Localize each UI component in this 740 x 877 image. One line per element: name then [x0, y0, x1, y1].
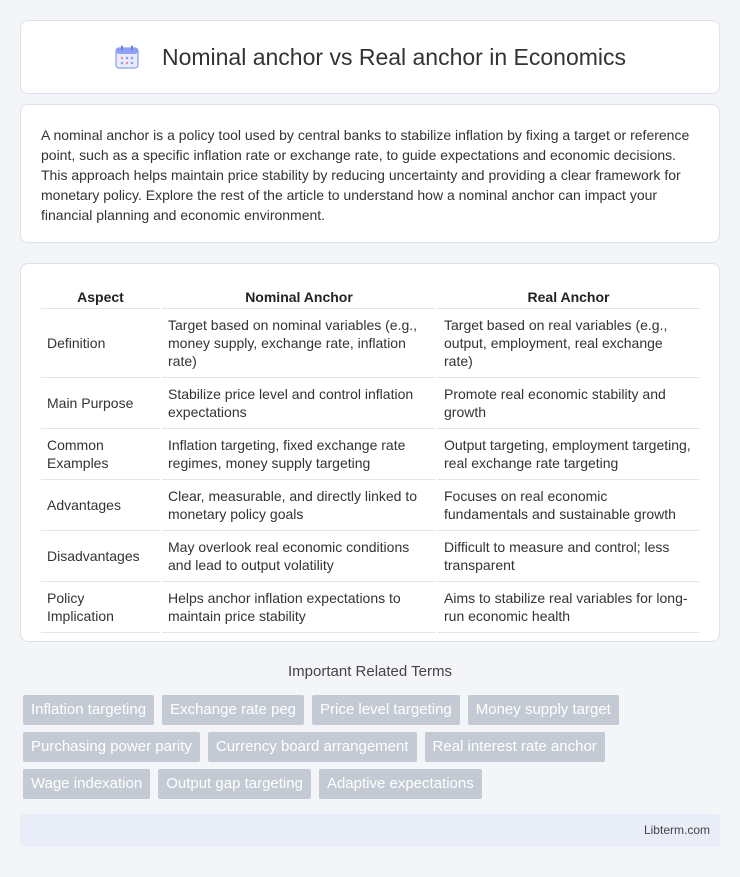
table-cell-aspect: Main Purpose: [41, 378, 161, 429]
intro-paragraph: A nominal anchor is a policy tool used by central banks to stabilize inflation by fixing a target or reference point, such as a specific inflation rate or exchange rate, to guide expectations and economic decisions. This approach helps maintain price stability by reducing uncertainty and providing a clear framework for monetary policy. Explore the rest of the article to understand how a nominal anchor can impact your financial planning and economic environment.: [41, 127, 690, 223]
column-header-nominal-anchor: Nominal Anchor: [161, 284, 437, 309]
table-cell-nominal: Clear, measurable, and directly linked to monetary policy goals: [161, 480, 437, 531]
related-terms-title: Important Related Terms: [288, 663, 452, 680]
column-header-aspect: Aspect: [41, 284, 161, 309]
related-term-tag[interactable]: Real interest rate anchor: [425, 732, 605, 762]
column-header-real-anchor: Real Anchor: [437, 284, 699, 309]
table-cell-real: Promote real economic stability and growth: [437, 378, 699, 429]
title-card: [20, 20, 720, 94]
related-term-tag[interactable]: Wage indexation: [23, 769, 150, 799]
table-cell-nominal: Target based on nominal variables (e.g., money supply, exchange rate, inflation rate): [161, 309, 437, 378]
related-term-tag[interactable]: Adaptive expectations: [319, 769, 482, 799]
page-title: Nominal anchor vs Real anchor in Economics: [161, 43, 627, 70]
table-cell-aspect: Definition: [41, 309, 161, 378]
related-terms-list: [23, 695, 723, 806]
table-cell-nominal: May overlook real economic conditions and lead to output volatility: [161, 531, 437, 582]
related-term-tag[interactable]: Currency board arrangement: [208, 732, 417, 762]
table-row: [41, 429, 699, 480]
table-row: [41, 582, 699, 633]
table-cell-aspect: Disadvantages: [41, 531, 161, 582]
related-term-tag[interactable]: Inflation targeting: [23, 695, 154, 725]
table-cell-real: Output targeting, employment targeting, real exchange rate targeting: [437, 429, 699, 480]
table-row: [41, 531, 699, 582]
table-cell-real: Focuses on real economic fundamentals and sustainable growth: [437, 480, 699, 531]
table-row: [41, 378, 699, 429]
related-term-tag[interactable]: Money supply target: [468, 695, 619, 725]
table-cell-real: Aims to stabilize real variables for long-run economic health: [437, 582, 699, 633]
calendar-icon: [114, 44, 140, 70]
table-row: [41, 480, 699, 531]
table-cell-aspect: Advantages: [41, 480, 161, 531]
footer: [20, 814, 720, 847]
table-cell-nominal: Stabilize price level and control inflation expectations: [161, 378, 437, 429]
table-header-row: [41, 284, 699, 309]
table-cell-real: Target based on real variables (e.g., output, employment, real exchange rate): [437, 309, 699, 378]
table-cell-nominal: Helps anchor inflation expectations to maintain price stability: [161, 582, 437, 633]
comparison-table-card: [20, 263, 720, 642]
related-term-tag[interactable]: Exchange rate peg: [162, 695, 304, 725]
table-cell-aspect: Policy Implication: [41, 582, 161, 633]
table-cell-real: Difficult to measure and control; less transparent: [437, 531, 699, 582]
table-cell-aspect: Common Examples: [41, 429, 161, 480]
related-term-tag[interactable]: Price level targeting: [312, 695, 460, 725]
footer-brand-link[interactable]: Libterm.com: [643, 823, 710, 837]
comparison-table: [41, 284, 699, 633]
related-term-tag[interactable]: Purchasing power parity: [23, 732, 200, 762]
related-term-tag[interactable]: Output gap targeting: [158, 769, 311, 799]
table-cell-nominal: Inflation targeting, fixed exchange rate regimes, money supply targeting: [161, 429, 437, 480]
table-row: [41, 309, 699, 378]
intro-card: [20, 104, 720, 243]
